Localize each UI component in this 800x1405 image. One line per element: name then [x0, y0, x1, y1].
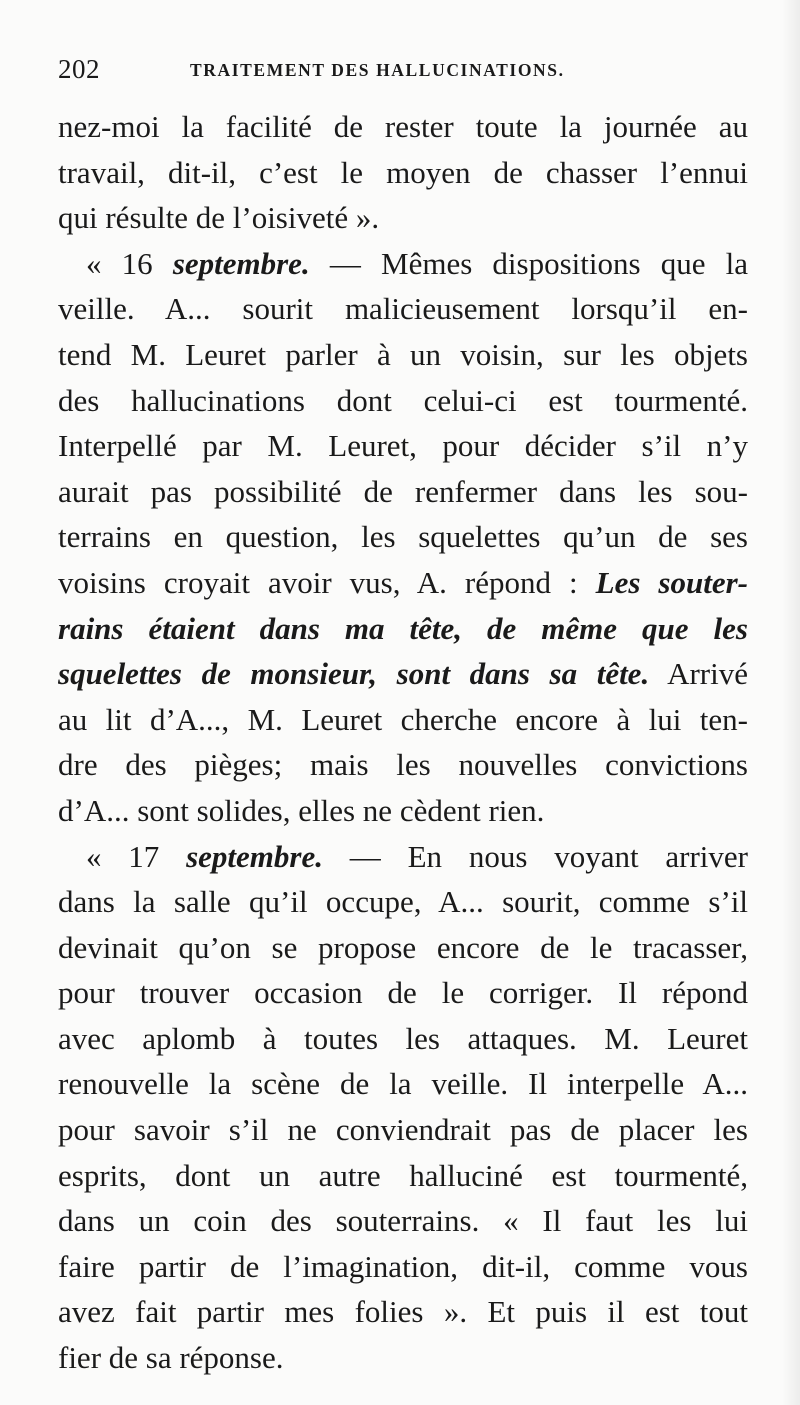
- text-line: [58, 378, 748, 424]
- text-line: [58, 1016, 748, 1062]
- text-line: [58, 697, 748, 743]
- text-segment: tend M. Leuret parler à un voisin, sur les objets: [58, 336, 748, 372]
- text-segment: nez-moi la facilité de rester toute la journée au: [58, 109, 748, 144]
- text-line: [58, 1289, 748, 1335]
- text-segment: pour savoir s’il ne conviendrait pas de placer les: [58, 1112, 748, 1148]
- text-line: [58, 1244, 748, 1290]
- text-segment: — En nous voyant arriver: [323, 838, 748, 874]
- text-segment: avec aplomb à toutes les attaques. M. Leuret: [58, 1020, 748, 1056]
- text-line: [58, 241, 748, 287]
- text-segment: travail, dit-il, c’est le moyen de chasser l’ennui: [58, 154, 748, 190]
- text-segment: avez fait partir mes folies ». Et puis il est tout: [58, 1294, 748, 1330]
- text-segment: fier de sa réponse.: [58, 1340, 284, 1376]
- text-segment: devinait qu’on se propose encore de le tracasser,: [58, 929, 748, 965]
- text-line: [58, 879, 748, 925]
- text-segment: qui résulte de l’oisiveté ».: [58, 200, 380, 236]
- text-line: [58, 560, 748, 606]
- text-segment: pour trouver occasion de le corriger. Il répond: [58, 975, 748, 1011]
- page-number: 202: [58, 54, 100, 84]
- text-line: [58, 925, 748, 971]
- text-segment: Interpellé par M. Leuret, pour décider s’il n’y: [58, 428, 748, 464]
- text-line: [58, 286, 748, 332]
- text-line: [58, 332, 748, 378]
- text-line: [58, 970, 748, 1016]
- text-segment: Arrivé: [649, 656, 748, 692]
- text-line: [58, 195, 748, 241]
- text-line: [58, 1198, 748, 1244]
- text-segment: dre des pièges; mais les nouvelles convictions: [58, 747, 748, 783]
- page-edge-shadow: [782, 0, 800, 1405]
- text-segment: terrains en question, les squelettes qu’un de ses: [58, 519, 748, 555]
- text-segment: d’A... sont solides, elles ne cèdent rien.: [58, 792, 545, 828]
- text-line: [58, 514, 748, 560]
- text-line: [58, 788, 748, 834]
- text-line: [58, 1153, 748, 1199]
- text-line: [58, 1061, 748, 1107]
- italic-text-segment: Les souter-: [595, 564, 748, 600]
- text-line: [58, 834, 748, 880]
- running-head: [58, 54, 748, 94]
- text-segment: des hallucinations dont celui-ci est tourmenté.: [58, 382, 748, 418]
- italic-text-segment: squelettes de monsieur, sont dans sa tête.: [58, 656, 650, 692]
- running-title: TRAITEMENT DES HALLUCINATIONS.: [190, 60, 565, 80]
- text-segment: au lit d’A..., M. Leuret cherche encore à lui ten-: [58, 701, 748, 737]
- text-segment: veille. A... sourit malicieusement lorsqu’il en-: [58, 291, 748, 327]
- text-segment: « 16: [86, 245, 173, 281]
- body-text: [58, 104, 748, 1381]
- text-segment: voisins croyait avoir vus, A. répond :: [58, 564, 596, 600]
- text-segment: — Mêmes dispositions que la: [309, 245, 748, 281]
- text-line: [58, 423, 748, 469]
- text-segment: dans la salle qu’il occupe, A... sourit, comme s’il: [58, 884, 748, 920]
- text-line: [58, 469, 748, 515]
- text-line: [58, 651, 748, 697]
- italic-text-segment: septembre.: [186, 838, 323, 874]
- text-segment: faire partir de l’imagination, dit-il, comme vous: [58, 1248, 748, 1284]
- text-segment: esprits, dont un autre halluciné est tourmenté,: [58, 1157, 748, 1193]
- text-line: [58, 742, 748, 788]
- text-line: [58, 150, 748, 196]
- text-line: [58, 606, 748, 652]
- text-line: [58, 1107, 748, 1153]
- text-segment: dans un coin des souterrains. « Il faut les lui: [58, 1203, 748, 1239]
- text-segment: « 17: [86, 838, 187, 874]
- text-line: [58, 104, 748, 150]
- text-segment: aurait pas possibilité de renfermer dans les sou-: [58, 473, 748, 509]
- text-segment: renouvelle la scène de la veille. Il interpelle A...: [58, 1066, 748, 1102]
- italic-text-segment: rains étaient dans ma tête, de même que les: [58, 610, 748, 646]
- italic-text-segment: septembre.: [172, 245, 310, 281]
- text-line: [58, 1335, 748, 1381]
